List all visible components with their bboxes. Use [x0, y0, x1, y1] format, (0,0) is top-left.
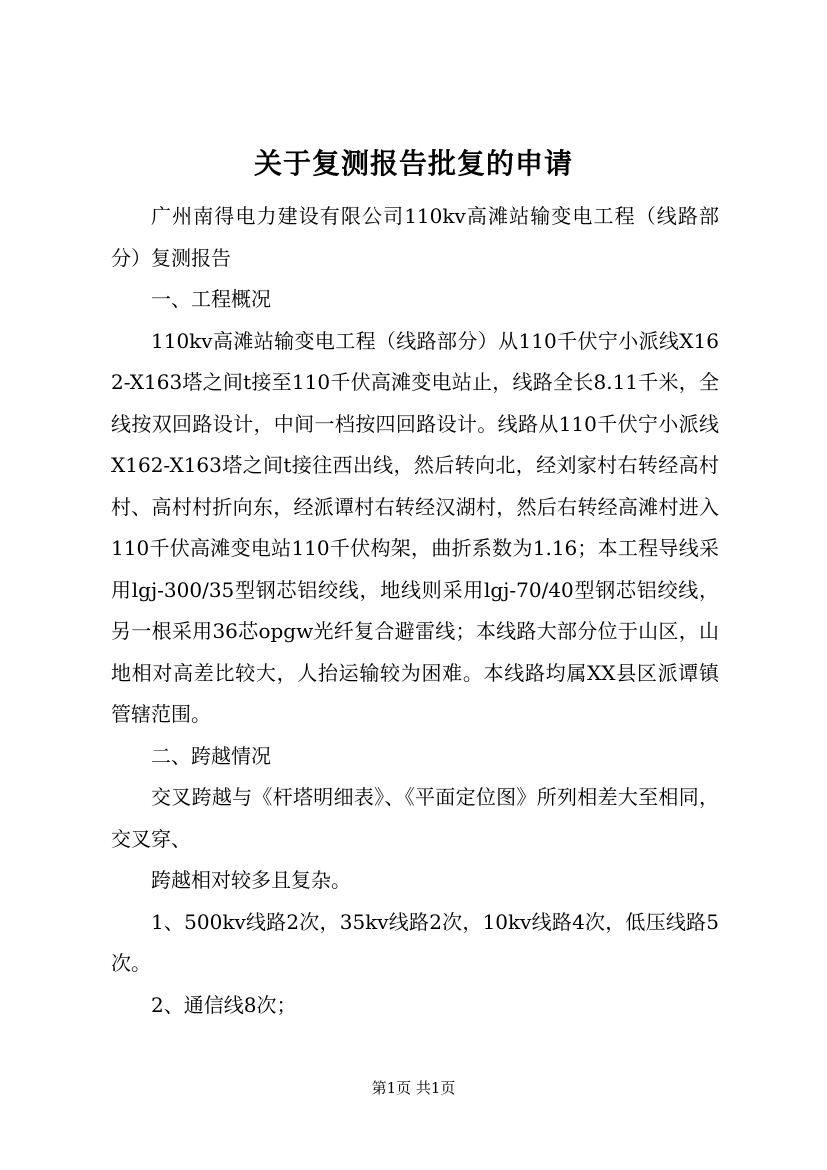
- paragraph-crossing-complexity: 跨越相对较多且复杂。: [151, 868, 351, 892]
- page-footer: 第1页 共1页: [371, 1079, 456, 1097]
- document-body: [111, 196, 719, 1026]
- paragraph-crossing-comparison: 交叉跨越与《杆塔明细表》、《平面定位图》所列相差大至相同，交叉穿、: [111, 785, 719, 851]
- section-heading-crossing-situation: 二、跨越情况: [151, 743, 271, 768]
- document-title: 关于复测报告批复的申请: [253, 147, 573, 180]
- paragraph-project-overview: 110kv高滩站输变电工程（线路部分）从110千伏宁小派线X162-X163塔之间t接至110千伏高滩变电站止，线路全长8.11千米，全线按双回路设计，中间一档按四回路设计。线路从110千伏宁小派线X162-X163塔之间t接往西出线，然后转向北，经刘家村右转经高村村、高村村折向东，经派谭村右转经汉湖村，然后右转经高滩村进入110千伏高滩变电站110千伏构架，曲折系数为1.16；本工程导线采用lgj-300/35型钢芯铝绞线，地线则采用lgj-70/40型钢芯铝绞线，另一根采用36芯opgw光纤复合避雷线；本线路大部分位于山区，山地相对高差比较大，人抬运输较为困难。本线路均属XX县区派谭镇管辖范围。: [111, 328, 719, 726]
- list-item-communication-line-crossings: 2、通信线8次；: [151, 992, 297, 1017]
- list-item-power-line-crossings: 1、500kv线路2次，35kv线路2次，10kv线路4次，低压线路5次。: [111, 909, 719, 975]
- paragraph-report-subject: 广州南得电力建设有限公司110kv高滩站输变电工程（线路部分）复测报告: [111, 204, 719, 270]
- section-heading-project-overview: 一、工程概况: [151, 287, 271, 311]
